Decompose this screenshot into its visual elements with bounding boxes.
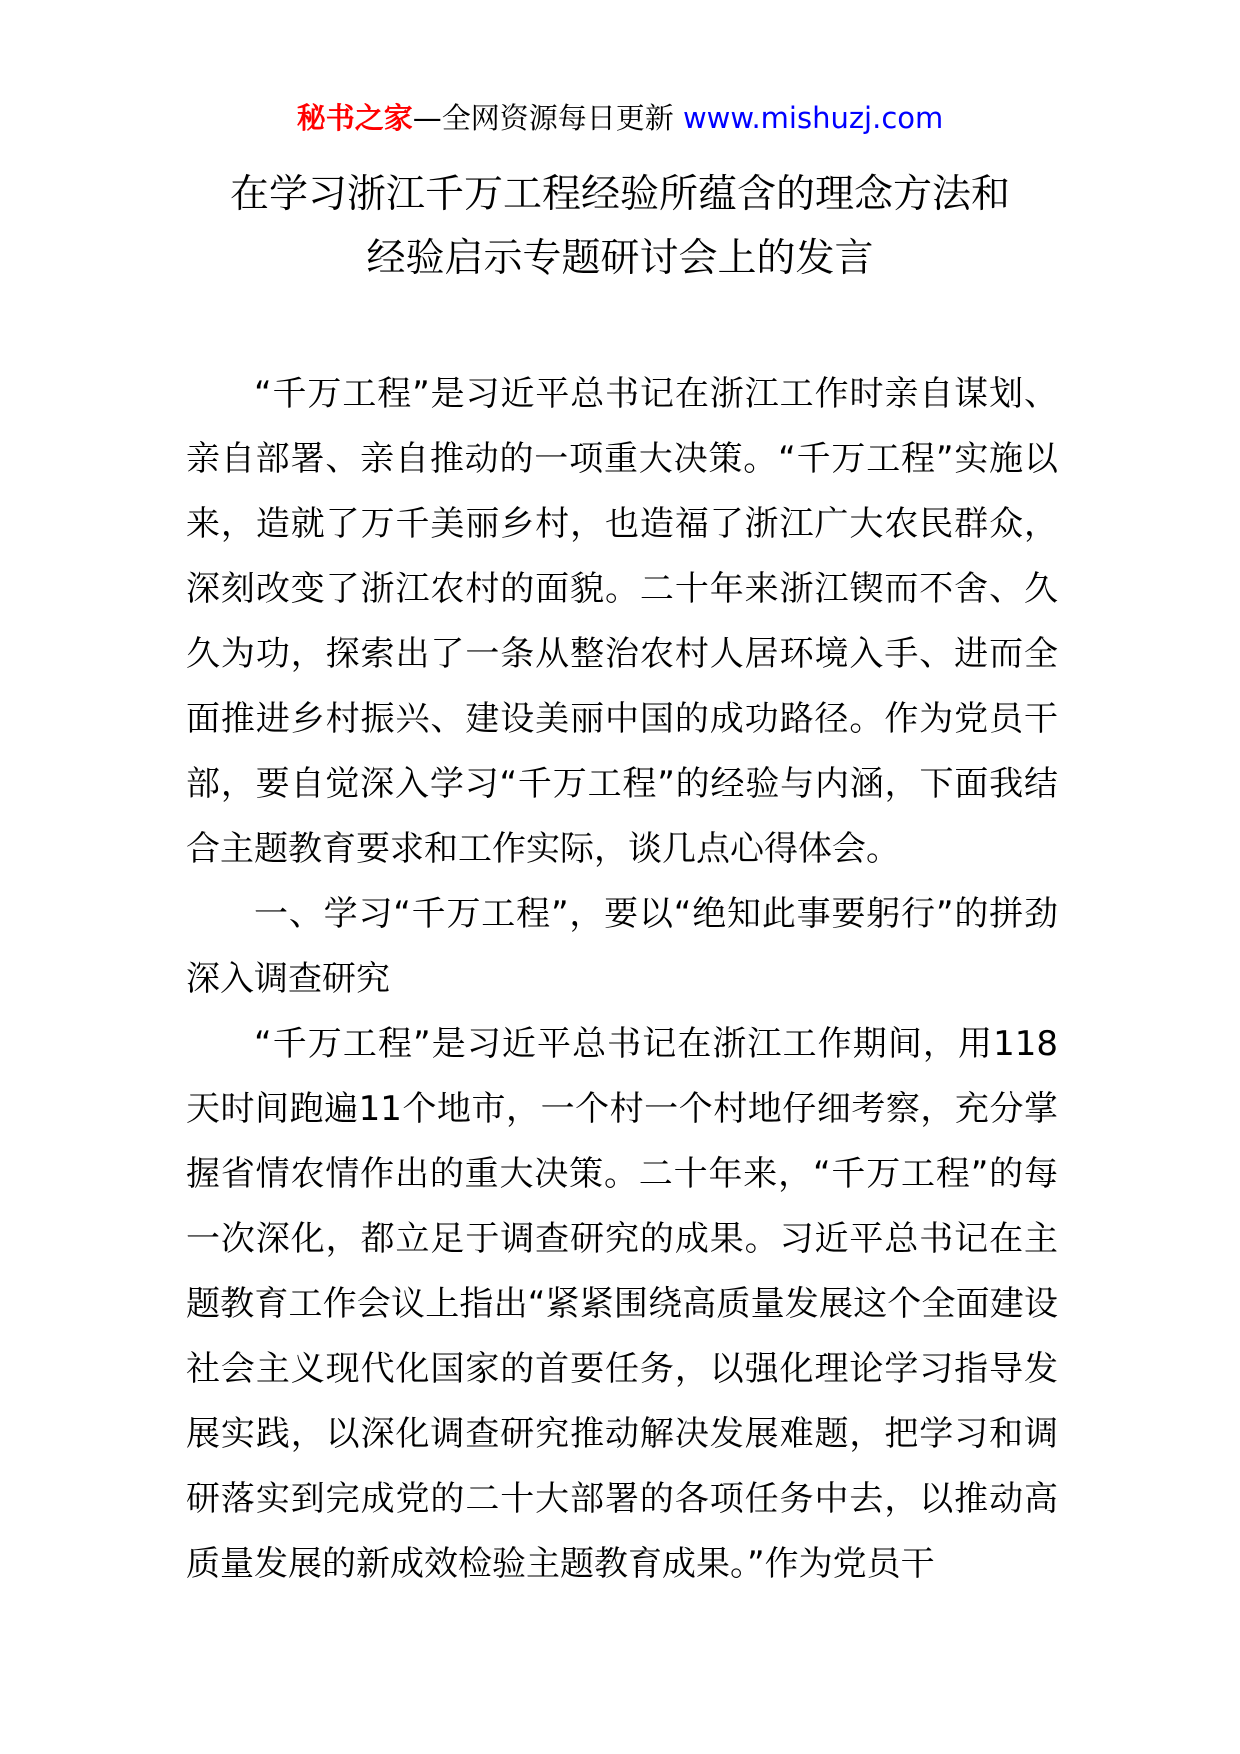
paragraph-intro: “千万工程”是习近平总书记在浙江工作时亲自谋划、亲自部署、亲自推动的一项重大决策。“千万工程”实施以来，造就了万千美丽乡村，也造福了浙江广大农民群众，深刻改变了浙江农村的面貌。二十年来浙江锲而不舍、久久为功，探索出了一条从整治农村人居环境入手、进而全面推进乡村振兴、建设美丽中国的成功路径。作为党员干部，要自觉深入学习“千万工程”的经验与内涵，下面我结合主题教育要求和工作实际，谈几点心得体会。 [186,374,1058,869]
title-line-1: 在学习浙江千万工程经验所蕴含的理念方法和 [229,172,1010,217]
site-brand: 秘书之家 [296,101,413,135]
document-title [150,163,1090,291]
section-heading-1: 一、学习“千万工程”，要以“绝知此事要躬行”的拼劲深入调查研究 [186,894,1058,999]
site-tagline: —全网资源每日更新 [412,101,683,135]
document-body [186,362,1058,1597]
title-line-2: 经验启示专题研讨会上的发言 [366,236,874,281]
site-url-link[interactable]: www.mishuzj.com [682,101,944,135]
site-header [0,98,1240,138]
paragraph-section-1: “千万工程”是习近平总书记在浙江工作期间，用118天时间跑遍11个地市，一个村一个村地仔细考察，充分掌握省情农情作出的重大决策。二十年来，“千万工程”的每一次深化，都立足于调查研究的成果。习近平总书记在主题教育工作会议上指出“紧紧围绕高质量发展这个全面建设社会主义现代化国家的首要任务，以强化理论学习指导发展实践，以深化调查研究推动解决发展难题，把学习和调研落实到完成党的二十大部署的各项任务中去，以推动高质量发展的新成效检验主题教育成果。”作为党员干 [186,1024,1058,1584]
